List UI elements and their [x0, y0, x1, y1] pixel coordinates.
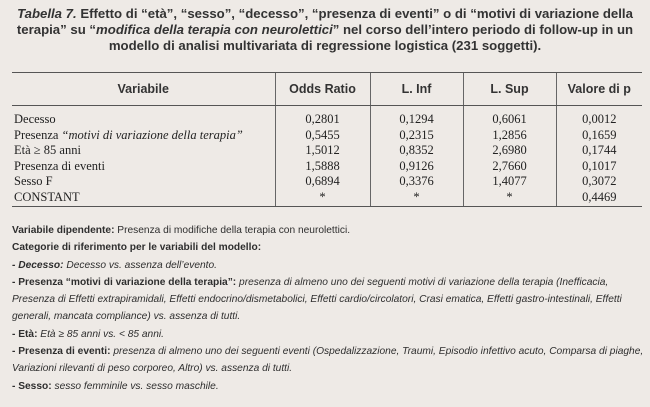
table-notes — [12, 222, 644, 395]
variable-eta — [14, 143, 271, 159]
note-motivi — [12, 274, 644, 326]
p-value: 0,0012 — [582, 112, 617, 126]
l-sup-column — [463, 106, 556, 207]
header-variabile: Variabile — [12, 73, 275, 106]
variable-italic-text: “motivi di variazione della terapia” — [61, 127, 243, 142]
odds-ratio-value: 1,5012 — [305, 143, 340, 158]
l-sup-value: 1,2856 — [492, 127, 527, 142]
l-sup-value: 2,6980 — [492, 143, 527, 158]
note-decesso — [12, 257, 644, 274]
variable-text: Presenza — [14, 127, 62, 142]
l-inf-value: * — [413, 189, 420, 204]
l-inf-value: 0,8352 — [399, 143, 434, 158]
results-table — [12, 72, 642, 207]
l-inf-value: 0,2315 — [399, 127, 434, 142]
note-eta — [12, 326, 644, 343]
note-text: Età ≥ 85 anni vs. < 85 anni. — [37, 328, 164, 340]
odds-ratio-value: 1,5888 — [305, 158, 340, 173]
p-value-column — [556, 106, 642, 207]
l-inf-value: 0,9126 — [399, 158, 434, 173]
caption-line-2 — [0, 22, 650, 38]
note-dependent-variable — [12, 222, 644, 239]
note-text: presenza di almeno uno dei seguenti motivi di variazione della terapia (Inefficacia, Presenza di Effetti extrapiramidali, Effetti endocrino/dismetabolici, Effetti cardio/circolatori, Crasi ematica, Effetti gastro-intestinali, Effetti generali, mancata compliance) vs. assenza di tutti. — [12, 276, 622, 323]
l-sup-value: 0,6061 — [492, 112, 527, 126]
note-text: Decesso vs. assenza dell’evento. — [63, 259, 217, 271]
odds-ratio-value: 0,6894 — [305, 174, 340, 189]
variabile-column — [12, 106, 275, 207]
l-sup-value: 2,7660 — [492, 158, 527, 173]
variable-text: Decesso — [14, 112, 56, 126]
header-odds-ratio: Odds Ratio — [275, 73, 370, 106]
note-eventi — [12, 343, 644, 378]
table-caption — [0, 6, 650, 54]
p-value: 0,1659 — [582, 127, 617, 142]
odds-ratio-value: * — [319, 189, 326, 204]
odds-ratio-value: 0,2801 — [305, 112, 340, 126]
header-l-inf: L. Inf — [370, 73, 463, 106]
caption-line-1-text: Effetto di “età”, “sesso”, “decesso”, “presenza di eventi” o di “motivi di variazione della — [76, 6, 633, 21]
odds-ratio-column — [275, 106, 370, 207]
l-inf-value: 0,1294 — [399, 112, 434, 126]
note-label: - Presenza “motivi di variazione della terapia”: — [12, 276, 237, 288]
l-inf-value: 0,3376 — [399, 174, 434, 189]
note-sesso — [12, 378, 644, 395]
header-valore-p: Valore di p — [556, 73, 642, 106]
p-value: 0,4469 — [582, 189, 617, 204]
table-header-row — [12, 73, 642, 106]
variable-eventi — [14, 159, 271, 175]
note-text: presenza di almeno uno dei seguenti eventi (Ospedalizzazione, Traumi, Episodio infettivo acuto, Comparsa di piaghe, Variazioni rilevanti di peso corporeo, Altro) vs. assenza di tutti. — [12, 346, 644, 375]
note-label: Variabile dipendente: — [12, 225, 115, 236]
caption-line-2-post: ” nel corso dell’intero periodo di follow-up in un — [332, 22, 634, 37]
variable-text: CONSTANT — [14, 189, 80, 204]
variable-text: Età ≥ 85 anni — [14, 143, 81, 158]
p-value: 0,1017 — [582, 158, 617, 173]
p-value: 0,3072 — [582, 174, 617, 189]
variable-text: Presenza di eventi — [14, 158, 105, 173]
note-text: Presenza di modifiche della terapia con neurolettici. — [114, 225, 351, 236]
note-label: - Presenza di eventi: — [12, 346, 111, 358]
p-value: 0,1744 — [582, 143, 617, 158]
header-l-sup: L. Sup — [463, 73, 556, 106]
l-sup-value: 1,4077 — [492, 174, 527, 189]
caption-line-2-pre: terapia” su “ — [16, 22, 97, 37]
caption-table-label: Tabella 7. — [17, 6, 77, 21]
caption-line-3: modello di analisi multivariata di regressione logistica (231 soggetti). — [108, 38, 542, 53]
variable-constant — [14, 190, 271, 206]
caption-line-2-italic: modifica della terapia con neurolettici — [96, 22, 333, 37]
variable-motivi — [14, 128, 271, 144]
variable-text: Sesso F — [14, 174, 53, 189]
variable-sesso — [14, 174, 271, 190]
caption-line-1 — [0, 6, 650, 22]
variable-decesso — [14, 112, 271, 128]
note-label: - Età: — [12, 328, 38, 340]
note-reference-categories: Categorie di riferimento per le variabili del modello: — [12, 242, 262, 254]
note-label: - Decesso: — [12, 259, 64, 271]
odds-ratio-value: 0,5455 — [305, 127, 340, 142]
note-label: - Sesso: — [12, 380, 52, 392]
l-sup-value: * — [506, 189, 513, 204]
table-body-row — [12, 106, 642, 207]
note-text: sesso femminile vs. sesso maschile. — [51, 380, 219, 392]
l-inf-column — [370, 106, 463, 207]
